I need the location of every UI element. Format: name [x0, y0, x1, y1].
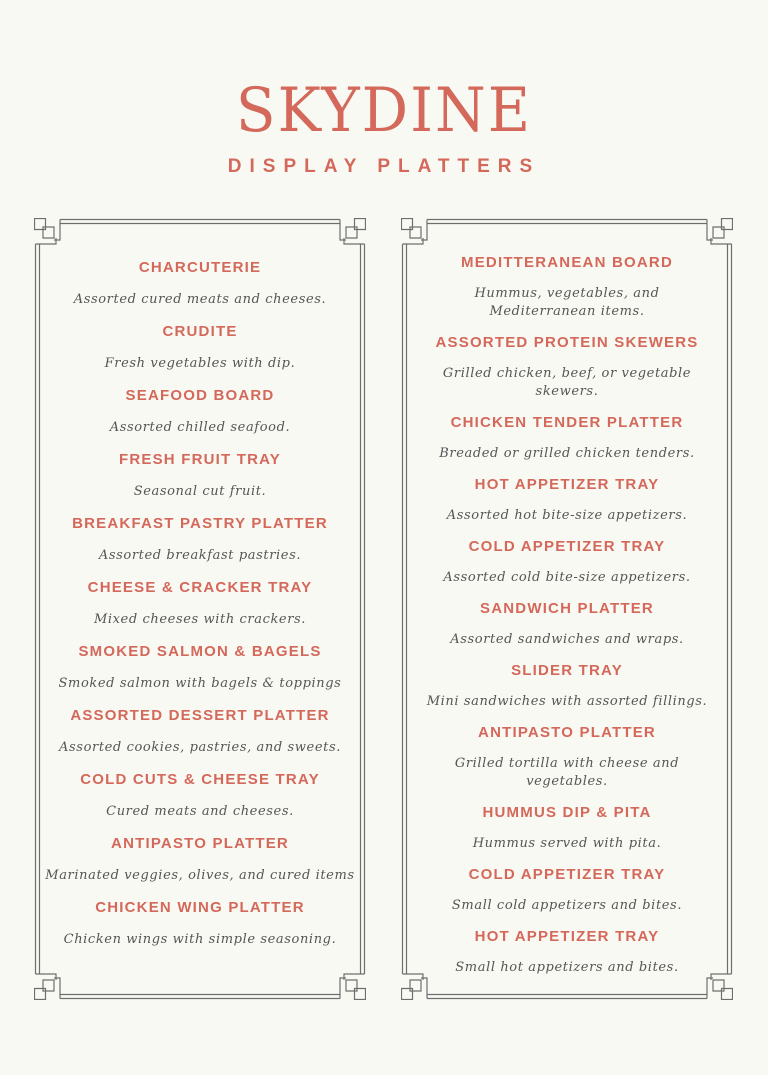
menu-item-name: FRESH FRUIT TRAY	[119, 451, 281, 468]
menu-item	[401, 593, 733, 655]
menu-item-description: Assorted sandwiches and wraps.	[450, 631, 684, 647]
menu-item-name: CHICKEN TENDER PLATTER	[450, 414, 684, 431]
menu-item-description: Chicken wings with simple seasoning.	[63, 932, 337, 947]
menu-item-name: SMOKED SALMON & BAGELS	[78, 643, 322, 660]
menu-item-name: CHICKEN WING PLATTER	[95, 899, 305, 916]
menu-item-description: Hummus, vegetables, and Mediterranean items.	[474, 285, 660, 319]
right-menu-list	[401, 247, 733, 983]
menu-item-name: CHARCUTERIE	[138, 259, 262, 276]
menu-item	[34, 380, 366, 444]
menu-item-description: Small hot appetizers and bites.	[455, 959, 679, 975]
menu-item-description: Smoked salmon with bagels & toppings	[58, 676, 342, 691]
menu-item-description: Assorted chilled seafood.	[109, 420, 291, 435]
left-menu-list	[34, 252, 366, 956]
menu-item-description: Breaded or grilled chicken tenders.	[439, 445, 695, 461]
menu-item-name: COLD APPETIZER TRAY	[468, 866, 666, 883]
menu-item-name: COLD APPETIZER TRAY	[468, 538, 666, 555]
left-menu-panel	[34, 218, 366, 1000]
menu-item-description: Mixed cheeses with crackers.	[93, 612, 307, 627]
menu-item-description: Fresh vegetables with dip.	[104, 356, 296, 371]
menu-item	[34, 444, 366, 508]
menu-item-name: ASSORTED DESSERT PLATTER	[70, 707, 330, 724]
menu-subtitle: DISPLAY PLATTERS	[227, 156, 541, 177]
menu-item	[34, 572, 366, 636]
menu-item-description: Grilled tortilla with cheese and vegetables.	[454, 755, 680, 789]
menu-item-description: Hummus served with pita.	[472, 835, 662, 851]
menu-item-name: CHEESE & CRACKER TRAY	[87, 579, 313, 596]
menu-item-name: SEAFOOD BOARD	[125, 387, 275, 404]
menu-item-name: ASSORTED PROTEIN SKEWERS	[435, 334, 699, 351]
menu-item-description: Assorted cold bite-size appetizers.	[443, 569, 691, 585]
menu-item-name: HOT APPETIZER TRAY	[474, 928, 660, 945]
menu-item-name: ANTIPASTO PLATTER	[111, 835, 289, 852]
menu-item-name: HOT APPETIZER TRAY	[474, 476, 660, 493]
menu-item-name: BREAKFAST PASTRY PLATTER	[72, 515, 328, 532]
menu-item	[34, 316, 366, 380]
menu-item-description: Mini sandwiches with assorted fillings.	[426, 693, 708, 709]
menu-item	[401, 327, 733, 407]
menu-item-description: Grilled chicken, beef, or vegetable skewers.	[442, 365, 692, 399]
menu-item-name: CRUDITE	[162, 323, 238, 340]
menu-item	[401, 531, 733, 593]
menu-item	[34, 700, 366, 764]
right-menu-panel	[401, 218, 733, 1000]
menu-item	[401, 655, 733, 717]
menu-item	[34, 828, 366, 892]
menu-item	[401, 407, 733, 469]
menu-item-name: ANTIPASTO PLATTER	[478, 724, 656, 741]
menu-item-name: HUMMUS DIP & PITA	[482, 804, 652, 821]
menu-item	[401, 247, 733, 327]
menu-item-name: COLD CUTS & CHEESE TRAY	[80, 771, 320, 788]
menu-item-description: Assorted breakfast pastries.	[98, 548, 302, 563]
menu-item	[34, 508, 366, 572]
menu-item	[401, 717, 733, 797]
menu-item	[401, 797, 733, 859]
menu-item-description: Small cold appetizers and bites.	[451, 897, 683, 913]
menu-item	[401, 859, 733, 921]
menu-item-description: Assorted cured meats and cheeses.	[73, 292, 327, 307]
menu-item	[34, 892, 366, 956]
menu-item	[34, 252, 366, 316]
menu-item-description: Cured meats and cheeses.	[106, 804, 294, 819]
menu-item	[401, 469, 733, 531]
menu-item-description: Assorted cookies, pastries, and sweets.	[59, 740, 341, 755]
menu-item	[401, 921, 733, 983]
menu-item-name: MEDITTERANEAN BOARD	[461, 254, 673, 271]
menu-item	[34, 764, 366, 828]
menu-item-name: SLIDER TRAY	[511, 662, 623, 679]
menu-item	[34, 636, 366, 700]
menu-item-description: Assorted hot bite-size appetizers.	[446, 507, 688, 523]
brand-title: SKYDINE	[235, 74, 533, 146]
menu-item-description: Seasonal cut fruit.	[133, 484, 267, 499]
menu-item-name: SANDWICH PLATTER	[480, 600, 654, 617]
menu-item-description: Marinated veggies, olives, and cured items	[45, 868, 355, 883]
